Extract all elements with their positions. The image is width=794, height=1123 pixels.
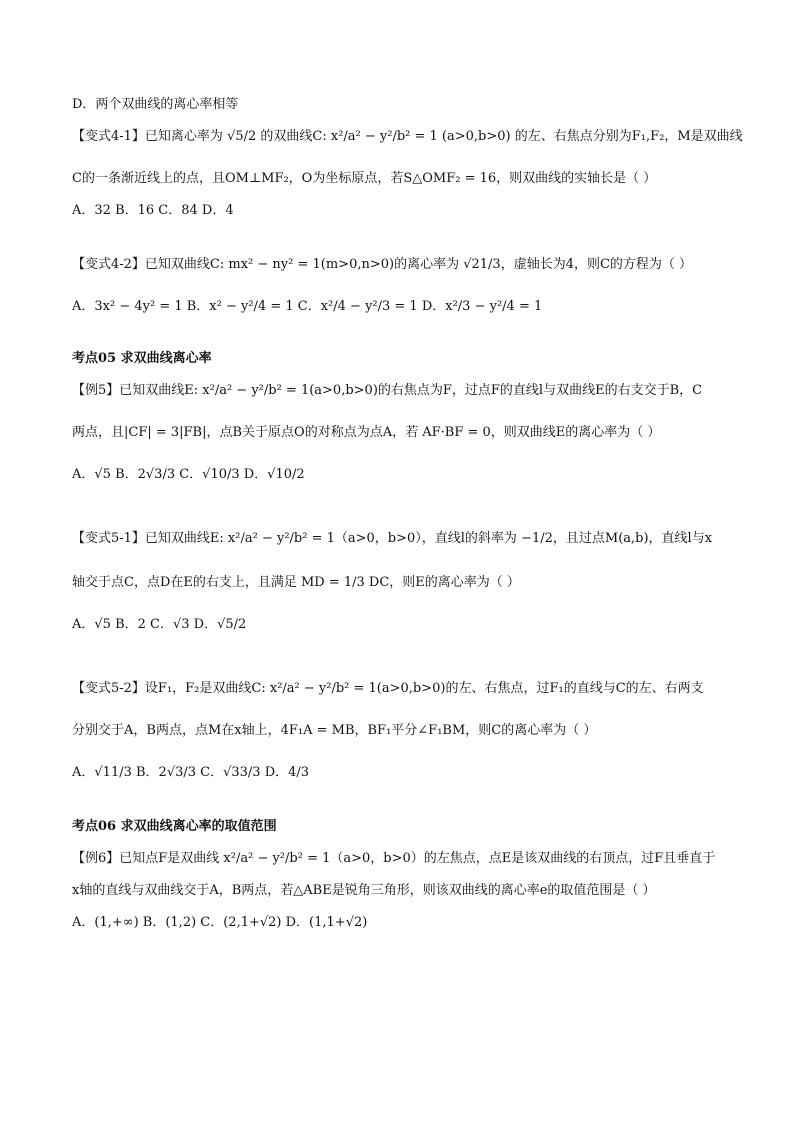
variant-4-1-options: A．32 B．16 C．84 D．4	[72, 203, 234, 218]
variant-5-2-stem: 【变式5-2】设F₁，F₂是双曲线C: x²/a² − y²/b² = 1(a>0,b>0)的左、右焦点，过F₁的直线与C的左、右两支	[72, 681, 704, 696]
example-5-stem: 【例5】已知双曲线E: x²/a² − y²/b² = 1(a>0,b>0)的右焦点为F，过点F的直线l与双曲线E的右支交于B，C	[72, 383, 703, 398]
variant-5-1-options: A．√5 B．2 C．√3 D．√5/2	[72, 617, 247, 632]
variant-4-2-stem: 【变式4-2】已知双曲线C: mx² − ny² = 1(m>0,n>0)的离心率为 √21/3，虚轴长为4，则C的方程为（ ）	[72, 257, 693, 272]
variant-5-2-options: A．√11/3 B．2√3/3 C．√33/3 D．4/3	[72, 765, 310, 780]
variant-5-1-stem-2: 轴交于点C，点D在E的右支上，且满足 MD = 1/3 DC，则E的离心率为（ ）	[72, 575, 520, 590]
variant-5-1-stem: 【变式5-1】已知双曲线E: x²/a² − y²/b² = 1（a>0，b>0），直线l的斜率为 −1/2，且过点M(a,b)，直线l与x	[72, 531, 713, 546]
variant-4-2-options: A．3x² − 4y² = 1 B．x² − y²/4 = 1 C．x²/4 − y²/3 = 1 D．x²/3 − y²/4 = 1	[72, 299, 543, 314]
section-05-heading: 考点05 求双曲线离心率	[72, 351, 212, 366]
example-6-stem-2: x轴的直线与双曲线交于A，B两点，若△ABE是锐角三角形，则该双曲线的离心率e的取值范围是（ ）	[72, 883, 656, 898]
example-5-options: A．√5 B．2√3/3 C．√10/3 D．√10/2	[72, 467, 305, 482]
example-6-stem: 【例6】已知点F是双曲线 x²/a² − y²/b² = 1（a>0，b>0）的左焦点，点E是该双曲线的右顶点，过F且垂直于	[72, 851, 716, 866]
variant-4-1-stem-2: C的一条渐近线上的点，且OM⊥MF₂，O为坐标原点，若S△OMF₂ = 16，则双曲线的实轴长是（ ）	[72, 171, 657, 186]
variant-5-2-stem-2: 分别交于A，B两点，点M在x轴上，4F₁A = MB，BF₁平分∠F₁BM，则C的离心率为（ ）	[72, 723, 597, 738]
example-6-options: A．(1,+∞) B．(1,2) C．(2,1+√2) D．(1,1+√2)	[72, 915, 368, 930]
variant-4-1-stem: 【变式4-1】已知离心率为 √5/2 的双曲线C: x²/a² − y²/b² = 1 (a>0,b>0) 的左、右焦点分别为F₁,F₂，M是双曲线	[72, 129, 743, 144]
section-06-heading: 考点06 求双曲线离心率的取值范围	[72, 819, 277, 834]
example-5-stem-2: 两点，且|CF| = 3|FB|，点B关于原点O的对称点为点A，若 AF·BF = 0，则双曲线E的离心率为（ ）	[72, 425, 661, 440]
option-d-line: D．两个双曲线的离心率相等	[72, 97, 239, 112]
